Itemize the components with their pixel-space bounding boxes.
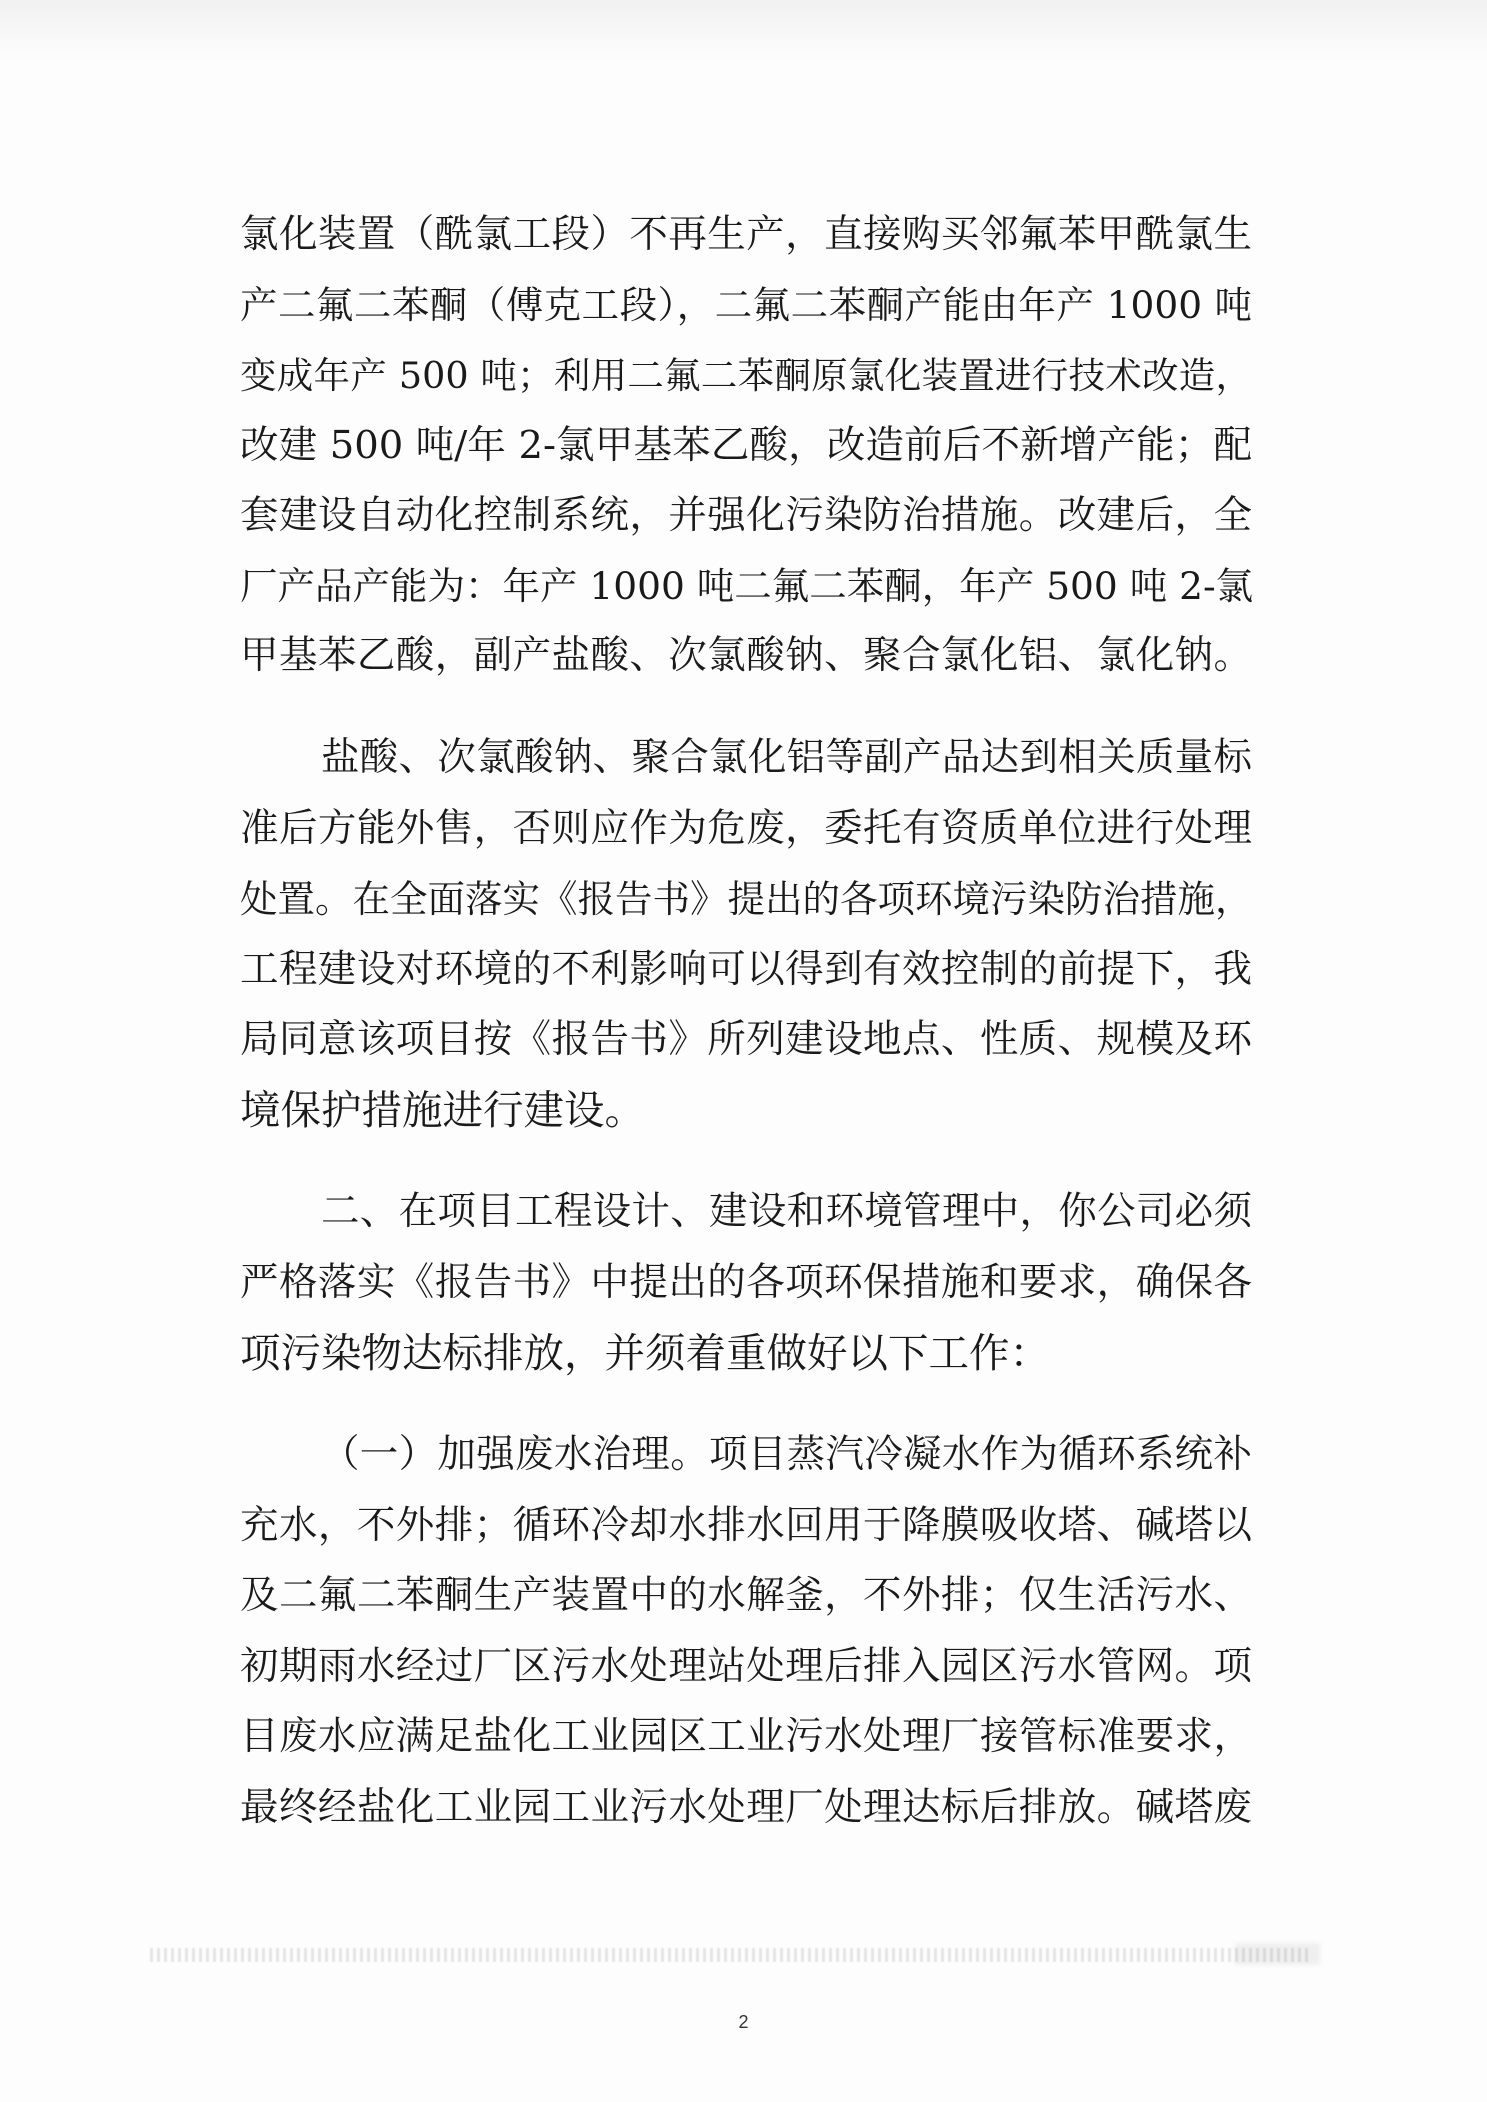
text-line: 甲基苯乙酸，副产盐酸、次氯酸钠、聚合氯化铝、氯化钠。 <box>240 633 1252 678</box>
text-line: 充水，不外排；循环冷却水排水回用于降膜吸收塔、碱塔以 <box>240 1503 1252 1548</box>
text-line: 严格落实《报告书》中提出的各项环保措施和要求，确保各 <box>240 1260 1252 1305</box>
scan-artifact <box>150 1948 1310 1962</box>
text-line: 准后方能外售，否则应作为危废，委托有资质单位进行处理 <box>240 806 1252 851</box>
paragraph-start-line: 二、在项目工程设计、建设和环境管理中，你公司必须 <box>321 1189 1252 1234</box>
text-line: 改建 500 吨/年 2-氯甲基苯乙酸，改造前后不新增产能；配 <box>240 423 1252 468</box>
text-line: 厂产品产能为：年产 1000 吨二氟二苯酮，年产 500 吨 2-氯 <box>240 564 1254 608</box>
text-line: 氯化装置（酰氯工段）不再生产，直接购买邻氟苯甲酰氯生 <box>240 212 1252 257</box>
text-line: 工程建设对环境的不利影响可以得到有效控制的前提下，我 <box>240 947 1252 992</box>
text-line: 目废水应满足盐化工业园区工业污水处理厂接管标准要求， <box>240 1714 1252 1759</box>
text-line: 局同意该项目按《报告书》所列建设地点、性质、规模及环 <box>240 1017 1252 1062</box>
text-line: 及二氟二苯酮生产装置中的水解釜，不外排；仅生活污水、 <box>240 1573 1252 1618</box>
text-line: 套建设自动化控制系统，并强化污染防治措施。改建后，全 <box>240 493 1252 538</box>
text-line: 项污染物达标排放，并须着重做好以下工作： <box>240 1329 1050 1377</box>
text-line: 产二氟二苯酮（傅克工段），二氟二苯酮产能由年产 1000 吨 <box>240 283 1252 327</box>
paragraph-start-line: （一）加强废水治理。项目蒸汽冷凝水作为循环系统补 <box>321 1432 1252 1477</box>
paragraph-start-line: 盐酸、次氯酸钠、聚合氯化铝等副产品达到相关质量标 <box>321 735 1252 780</box>
text-line: 变成年产 500 吨；利用二氟二苯酮原氯化装置进行技术改造， <box>240 354 1252 397</box>
text-line: 境保护措施进行建设。 <box>240 1086 645 1134</box>
page-number: 2 <box>738 2012 749 2032</box>
text-line: 初期雨水经过厂区污水处理站处理后排入园区污水管网。项 <box>240 1644 1252 1689</box>
text-line: 最终经盐化工业园工业污水处理厂处理达标后排放。碱塔废 <box>240 1785 1252 1830</box>
scan-artifact <box>1235 1943 1320 1965</box>
text-line: 处置。在全面落实《报告书》提出的各项环境污染防治措施， <box>240 877 1253 921</box>
